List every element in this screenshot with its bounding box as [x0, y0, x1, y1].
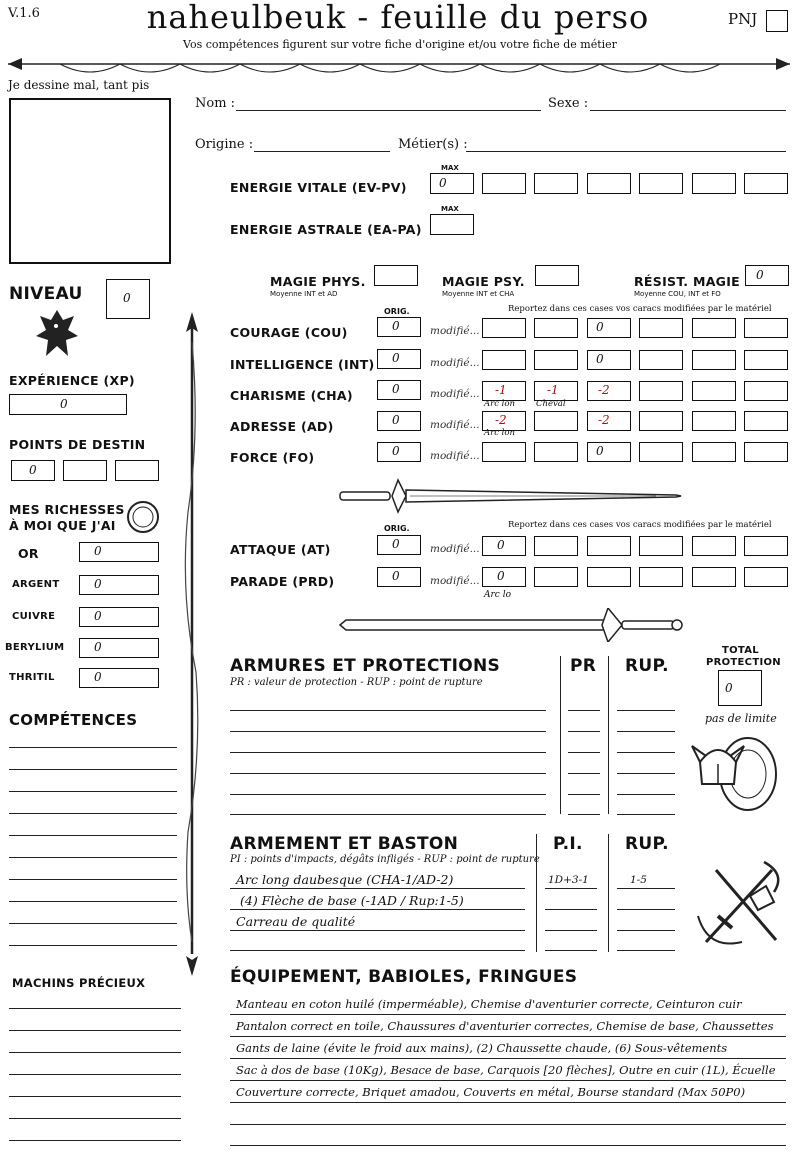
argent-value: 0 — [94, 577, 102, 591]
combat-cell[interactable] — [534, 536, 578, 556]
equipement-title: ÉQUIPEMENT, BABIOLES, FRINGUES — [230, 967, 578, 987]
stat-cell-value: -2 — [598, 383, 610, 397]
stat-label-cou: COURAGE (COU) — [230, 325, 348, 340]
machin-line[interactable] — [9, 1008, 181, 1009]
stat-orig-cou[interactable] — [377, 317, 421, 337]
machin-line[interactable] — [9, 1140, 181, 1141]
machin-line[interactable] — [9, 1052, 181, 1053]
version-label: V.1.6 — [8, 6, 40, 21]
stat-cell[interactable] — [639, 411, 683, 431]
portrait-caption: Je dessine mal, tant pis — [8, 78, 150, 92]
berylium-value: 0 — [94, 640, 102, 654]
destin-box-3[interactable] — [115, 460, 159, 481]
combat-label-at: ATTAQUE (AT) — [230, 542, 331, 557]
combat-cell[interactable] — [639, 536, 683, 556]
stat-cell[interactable] — [587, 381, 631, 401]
stat-cell[interactable] — [744, 442, 788, 462]
magie-psy-box[interactable] — [535, 265, 579, 286]
combat-cell[interactable] — [744, 567, 788, 587]
resist-magie-value: 0 — [756, 268, 764, 282]
weapon-name: Carreau de qualité — [236, 914, 356, 929]
stat-cell[interactable] — [587, 442, 631, 462]
stat-orig-value: 0 — [392, 382, 400, 396]
combat-orig-value: 0 — [392, 537, 400, 551]
stat-cell[interactable] — [692, 318, 736, 338]
ev-box-6[interactable] — [744, 173, 788, 194]
stat-modifie-label: modifié... — [430, 450, 480, 462]
sword-icon — [338, 608, 683, 642]
armure-line[interactable] — [230, 731, 546, 732]
weapon-pi: 1D+3-1 — [548, 874, 589, 886]
stat-cell-value: 0 — [596, 320, 604, 334]
competence-line[interactable] — [9, 857, 177, 858]
total-protection-label-1: TOTAL — [722, 645, 759, 656]
destin-box-2[interactable] — [63, 460, 107, 481]
stat-cell[interactable] — [482, 350, 526, 370]
stat-cell[interactable] — [482, 318, 526, 338]
armure-rup-line[interactable] — [617, 710, 675, 711]
total-protection-box[interactable] — [718, 670, 762, 706]
stat-cell[interactable] — [692, 350, 736, 370]
stat-modifie-label: modifié... — [430, 388, 480, 400]
stat-label-cha: CHARISME (CHA) — [230, 388, 353, 403]
armures-col-divider — [560, 656, 561, 814]
combat-cell[interactable] — [587, 536, 631, 556]
stat-cell-value: -1 — [547, 383, 559, 397]
xp-box[interactable] — [9, 394, 127, 415]
combat-orig-label: ORIG. — [384, 524, 410, 533]
weapon-rup: 1-5 — [630, 874, 647, 886]
ea-label: ENERGIE ASTRALE (EA-PA) — [230, 222, 422, 237]
equipement-line-text: Manteau en coton huilé (imperméable), Chemise d'aventurier correcte, Ceinturon cuir — [236, 997, 742, 1011]
armure-pr-line[interactable] — [568, 773, 600, 774]
armure-line[interactable] — [230, 710, 546, 711]
stat-orig-ad[interactable] — [377, 411, 421, 431]
combat-cell[interactable] — [692, 567, 736, 587]
weapon-rup-line[interactable] — [617, 950, 675, 951]
stat-cell[interactable] — [639, 350, 683, 370]
ea-max-box[interactable] — [430, 214, 474, 235]
stat-orig-int[interactable] — [377, 349, 421, 369]
armure-pr-line[interactable] — [568, 752, 600, 753]
equipement-line-text: Gants de laine (évite le froid aux mains), (2) Chaussette chaude, (6) Sous-vêtements — [236, 1041, 728, 1055]
metier-label: Métier(s) : — [398, 137, 468, 152]
cuivre-box[interactable] — [79, 607, 159, 627]
armure-rup-line[interactable] — [617, 731, 675, 732]
sexe-field[interactable] — [590, 110, 786, 111]
weapon-pi-line[interactable] — [545, 950, 597, 951]
armure-rup-line[interactable] — [617, 794, 675, 795]
weapon-line[interactable] — [230, 909, 525, 910]
armure-line[interactable] — [230, 814, 546, 815]
stat-label-fo: FORCE (FO) — [230, 450, 315, 465]
armures-col-divider — [608, 656, 609, 814]
armures-col-pr: PR — [570, 656, 597, 676]
stat-cell-note: Arc lon — [484, 399, 515, 409]
stat-cell[interactable] — [692, 442, 736, 462]
combat-label-prd: PARADE (PRD) — [230, 574, 335, 589]
stat-cell-value: 0 — [596, 444, 604, 458]
origine-label: Origine : — [195, 137, 254, 152]
combat-cell[interactable] — [587, 567, 631, 587]
weapon-pi-line[interactable] — [545, 930, 597, 931]
stat-orig-value: 0 — [392, 319, 400, 333]
armement-col-rup: RUP. — [625, 834, 669, 854]
stat-cell[interactable] — [639, 318, 683, 338]
berylium-label: BERYLIUM — [5, 642, 65, 653]
combat-cell-value: 0 — [497, 569, 505, 583]
armure-line[interactable] — [230, 794, 546, 795]
stat-orig-cha[interactable] — [377, 380, 421, 400]
helmet-shield-icon — [690, 724, 786, 816]
combat-modifie-label: modifié... — [430, 543, 480, 555]
equipement-line[interactable] — [230, 1014, 786, 1015]
competence-line[interactable] — [9, 747, 177, 748]
competence-line[interactable] — [9, 945, 177, 946]
stat-cell-value: -2 — [598, 413, 610, 427]
stats-orig-label: ORIG. — [384, 307, 410, 316]
equipement-line-text: Couverture correcte, Briquet amadou, Couverts en métal, Bourse standard (Max 50P0) — [236, 1085, 746, 1099]
stat-cell[interactable] — [534, 350, 578, 370]
competence-line[interactable] — [9, 879, 177, 880]
magie-psy-note: Moyenne INT et CHA — [442, 290, 515, 298]
machin-line[interactable] — [9, 1118, 181, 1119]
stat-cell[interactable] — [587, 318, 631, 338]
weapon-line[interactable] — [230, 950, 525, 951]
thritil-box[interactable] — [79, 668, 159, 688]
ev-label: ENERGIE VITALE (EV-PV) — [230, 180, 407, 195]
competence-line[interactable] — [9, 901, 177, 902]
combat-modifie-label: modifié... — [430, 575, 480, 587]
origine-field[interactable] — [254, 151, 390, 152]
richesses-label-2: À MOI QUE J'AI — [9, 518, 116, 533]
ea-max-label: MAX — [441, 205, 459, 213]
ev-max-box[interactable] — [430, 173, 474, 194]
stat-cell-note: Arc lon — [484, 428, 515, 438]
competence-line[interactable] — [9, 835, 177, 836]
combat-cell-value: 0 — [497, 538, 505, 552]
stat-cell[interactable] — [744, 381, 788, 401]
stat-cell[interactable] — [534, 442, 578, 462]
or-value: 0 — [94, 544, 102, 558]
armement-title: ARMEMENT ET BASTON — [230, 834, 459, 854]
crossed-weapons-icon — [692, 856, 788, 952]
armures-col-rup: RUP. — [625, 656, 669, 676]
combat-cell[interactable] — [692, 536, 736, 556]
armure-pr-line[interactable] — [568, 731, 600, 732]
weapon-pi-line[interactable] — [545, 888, 597, 889]
weapon-pi-line[interactable] — [545, 909, 597, 910]
combat-orig-prd[interactable] — [377, 567, 421, 587]
argent-box[interactable] — [79, 575, 159, 595]
equipement-line[interactable] — [230, 1080, 786, 1081]
equipement-line[interactable] — [230, 1058, 786, 1059]
weapon-rup-line[interactable] — [617, 888, 675, 889]
weapon-name: Arc long daubesque (CHA-1/AD-2) — [236, 872, 454, 887]
competences-label: COMPÉTENCES — [9, 711, 138, 729]
stat-modifie-label: modifié... — [430, 357, 480, 369]
equipement-line-text: Pantalon correct en toile, Chaussures d'aventurier correctes, Chemise de base, Chaussettes — [236, 1019, 774, 1033]
machins-label: MACHINS PRÉCIEUX — [12, 976, 146, 990]
machin-line[interactable] — [9, 1074, 181, 1075]
ev-box-2[interactable] — [534, 173, 578, 194]
page-title: naheulbeuk - feuille du perso — [146, 0, 650, 36]
competence-line[interactable] — [9, 923, 177, 924]
combat-cell[interactable] — [639, 567, 683, 587]
nom-field[interactable] — [236, 110, 541, 111]
total-protection-label-2: PROTECTION — [706, 657, 781, 668]
equipement-line[interactable] — [230, 1036, 786, 1037]
competence-line[interactable] — [9, 813, 177, 814]
or-label: OR — [18, 546, 39, 561]
combat-note: Reportez dans ces cases vos caracs modifiées par le matériel — [508, 520, 772, 530]
spear-divider — [180, 312, 204, 976]
equipement-line[interactable] — [230, 1124, 786, 1125]
argent-label: ARGENT — [12, 579, 60, 590]
combat-cell-note: Arc lo — [484, 590, 511, 600]
combat-cell[interactable] — [744, 536, 788, 556]
richesses-label-1: MES RICHESSES — [9, 502, 125, 517]
armure-pr-line[interactable] — [568, 710, 600, 711]
or-box[interactable] — [79, 542, 159, 562]
destin-label: POINTS DE DESTIN — [9, 437, 146, 452]
armures-title: ARMURES ET PROTECTIONS — [230, 656, 501, 676]
stat-orig-fo[interactable] — [377, 442, 421, 462]
stat-cell[interactable] — [482, 381, 526, 401]
stat-cell[interactable] — [692, 411, 736, 431]
stat-cell[interactable] — [692, 381, 736, 401]
resist-magie-label: RÉSIST. MAGIE — [634, 274, 741, 289]
ev-box-4[interactable] — [639, 173, 683, 194]
destin-value: 0 — [29, 463, 37, 477]
machin-line[interactable] — [9, 1096, 181, 1097]
equipement-line[interactable] — [230, 1145, 786, 1146]
stat-cell[interactable] — [534, 381, 578, 401]
stat-cell[interactable] — [639, 442, 683, 462]
stat-cell[interactable] — [744, 350, 788, 370]
ev-box-1[interactable] — [482, 173, 526, 194]
sword-icon — [336, 478, 686, 514]
armement-col-divider — [608, 834, 609, 952]
stats-note: Reportez dans ces cases vos caracs modifiées par le matériel — [508, 304, 772, 314]
combat-cell[interactable] — [482, 536, 526, 556]
armure-pr-line[interactable] — [568, 814, 600, 815]
machin-line[interactable] — [9, 1030, 181, 1031]
combat-orig-at[interactable] — [377, 535, 421, 555]
pnj-checkbox[interactable] — [766, 10, 788, 32]
armement-col-pi: P.I. — [553, 834, 583, 854]
magie-phys-note: Moyenne INT et AD — [270, 290, 338, 298]
armure-rup-line[interactable] — [617, 773, 675, 774]
armure-rup-line[interactable] — [617, 752, 675, 753]
weapon-name: (4) Flèche de base (-1AD / Rup:1-5) — [240, 893, 464, 908]
resist-magie-box[interactable] — [745, 265, 789, 286]
stat-cell-value: 0 — [596, 352, 604, 366]
sexe-label: Sexe : — [548, 96, 589, 111]
xp-label: EXPÉRIENCE (XP) — [9, 373, 135, 388]
niveau-value: 0 — [123, 291, 131, 305]
armure-line[interactable] — [230, 752, 546, 753]
stat-cell[interactable] — [744, 318, 788, 338]
armement-subtitle: PI : points d'impacts, dégâts infligés - RUP : point de rupture — [230, 854, 540, 865]
stat-cell[interactable] — [534, 318, 578, 338]
combat-cell[interactable] — [534, 567, 578, 587]
weapon-rup-line[interactable] — [617, 930, 675, 931]
armure-line[interactable] — [230, 773, 546, 774]
stat-cell-value: -1 — [495, 383, 507, 397]
resist-magie-note: Moyenne COU, INT et FO — [634, 290, 721, 298]
equipement-line-text: Sac à dos de base (10Kg), Besace de base, Carquois [20 flèches], Outre en cuir (1L), Écuelle — [236, 1063, 776, 1077]
weapon-line[interactable] — [230, 930, 525, 931]
magie-phys-label: MAGIE PHYS. — [270, 274, 366, 289]
portrait-frame[interactable] — [9, 98, 171, 264]
stat-cell[interactable] — [587, 350, 631, 370]
nom-label: Nom : — [195, 96, 236, 111]
competence-line[interactable] — [9, 791, 177, 792]
stat-orig-value: 0 — [392, 444, 400, 458]
stat-cell[interactable] — [587, 411, 631, 431]
page-subtitle: Vos compétences figurent sur votre fiche d'origine et/ou votre fiche de métier — [183, 38, 617, 51]
magie-phys-box[interactable] — [374, 265, 418, 286]
destin-box-1[interactable] — [11, 460, 55, 481]
thritil-label: THRITIL — [9, 672, 55, 683]
cuivre-label: CUIVRE — [12, 611, 56, 622]
stat-modifie-label: modifié... — [430, 419, 480, 431]
stat-cell[interactable] — [744, 411, 788, 431]
dragon-icon — [32, 304, 82, 364]
stat-cell-note: Cheval — [536, 399, 566, 409]
niveau-box[interactable] — [106, 279, 150, 319]
stat-orig-value: 0 — [392, 413, 400, 427]
stat-cell[interactable] — [482, 442, 526, 462]
ev-box-3[interactable] — [587, 173, 631, 194]
combat-cell[interactable] — [482, 567, 526, 587]
stat-cell[interactable] — [639, 381, 683, 401]
armure-pr-line[interactable] — [568, 794, 600, 795]
armement-col-divider — [536, 834, 537, 952]
coin-icon — [126, 500, 160, 534]
berylium-box[interactable] — [79, 638, 159, 658]
armures-subtitle: PR : valeur de protection - RUP : point de rupture — [230, 677, 483, 688]
combat-orig-value: 0 — [392, 569, 400, 583]
stat-label-ad: ADRESSE (AD) — [230, 419, 334, 434]
ev-box-5[interactable] — [692, 173, 736, 194]
competence-line[interactable] — [9, 769, 177, 770]
pnj-label: PNJ — [728, 10, 758, 28]
thritil-value: 0 — [94, 670, 102, 684]
stat-modifie-label: modifié... — [430, 325, 480, 337]
stat-orig-value: 0 — [392, 351, 400, 365]
stat-cell-value: -2 — [495, 413, 507, 427]
no-limit-label: pas de limite — [705, 712, 777, 725]
niveau-label: NIVEAU — [9, 284, 83, 304]
magie-psy-label: MAGIE PSY. — [442, 274, 525, 289]
equipement-line[interactable] — [230, 1102, 786, 1103]
metier-field[interactable] — [466, 151, 786, 152]
stat-cell[interactable] — [534, 411, 578, 431]
stat-label-int: INTELLIGENCE (INT) — [230, 357, 375, 372]
weapon-line[interactable] — [230, 888, 525, 889]
weapon-rup-line[interactable] — [617, 909, 675, 910]
total-protection-value: 0 — [725, 681, 733, 695]
cuivre-value: 0 — [94, 609, 102, 623]
ev-max-value: 0 — [439, 176, 447, 190]
xp-value: 0 — [60, 397, 68, 411]
armure-rup-line[interactable] — [617, 814, 675, 815]
ev-max-label: MAX — [441, 164, 459, 172]
